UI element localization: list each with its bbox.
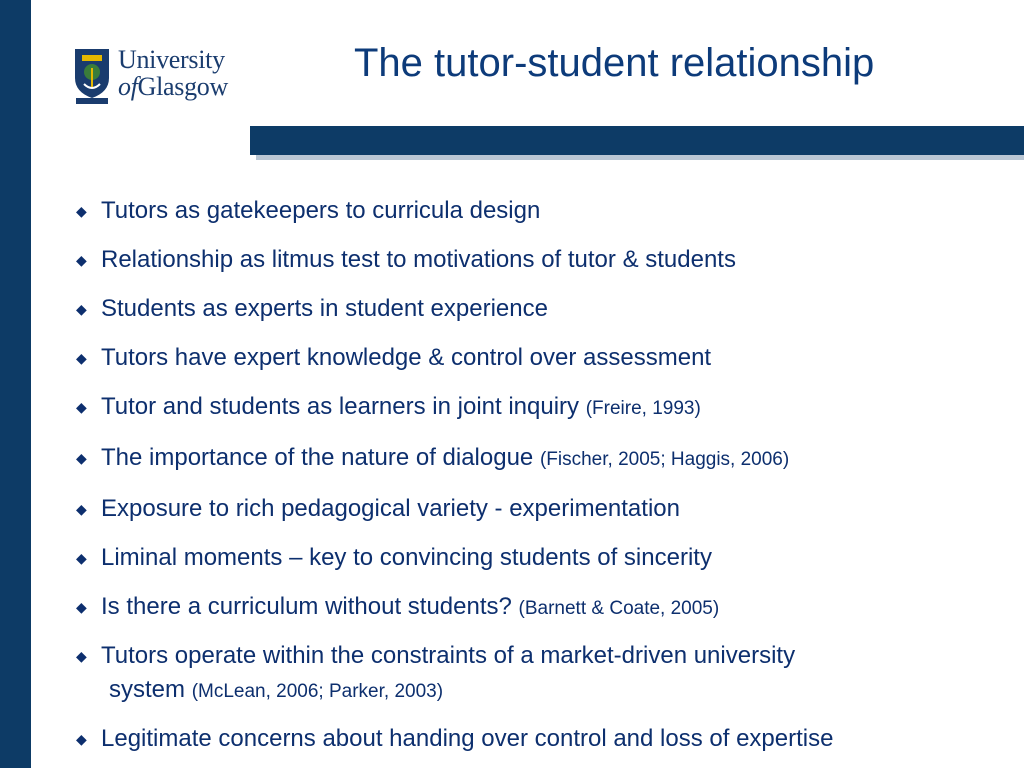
slide-title: The tutor-student relationship <box>354 41 875 85</box>
diamond-bullet-icon: ◆ <box>76 399 87 415</box>
diamond-bullet-icon: ◆ <box>76 599 87 615</box>
diamond-bullet-icon: ◆ <box>76 203 87 219</box>
citation: (Freire, 1993) <box>585 398 701 419</box>
bullet-item: ◆ Relationship as litmus test to motivations of tutor & students <box>70 241 1010 279</box>
diamond-bullet-icon: ◆ <box>76 450 87 466</box>
university-logo <box>74 46 254 108</box>
bullet-item: ◆ Tutors operate within the constraints of a market-driven university system (McLean, 2006; Parker, 2003) <box>70 639 1010 709</box>
left-accent-stripe <box>0 0 31 768</box>
diamond-bullet-icon: ◆ <box>76 648 87 664</box>
citation: (Barnett & Coate, 2005) <box>518 598 720 619</box>
bullet-item: ◆ Legitimate concerns about handing over control and loss of expertise <box>70 720 1010 758</box>
bullet-item: ◆ Students as experts in student experience <box>70 290 1010 328</box>
crest-icon <box>74 48 110 104</box>
diamond-bullet-icon: ◆ <box>76 501 87 517</box>
diamond-bullet-icon: ◆ <box>76 550 87 566</box>
title-bar <box>250 126 1024 155</box>
bullet-item: ◆ Exposure to rich pedagogical variety - experimentation <box>70 490 1010 528</box>
bullet-item: ◆ Is there a curriculum without students? (Barnett & Coate, 2005) <box>70 588 1010 628</box>
bullet-item: ◆ Liminal moments – key to convincing students of sincerity <box>70 539 1010 577</box>
bullet-item: ◆ Tutor and students as learners in joint inquiry (Freire, 1993) <box>70 388 1010 428</box>
citation: (McLean, 2006; Parker, 2003) <box>191 681 444 702</box>
bullet-item: ◆ The importance of the nature of dialogue (Fischer, 2005; Haggis, 2006) <box>70 439 1010 479</box>
logo-text-glasgow: ofGlasgow <box>118 72 228 101</box>
bullet-list <box>70 192 1010 769</box>
diamond-bullet-icon: ◆ <box>76 252 87 268</box>
bullet-item: ◆ Tutors have expert knowledge & control over assessment <box>70 339 1010 377</box>
diamond-bullet-icon: ◆ <box>76 350 87 366</box>
diamond-bullet-icon: ◆ <box>76 731 87 747</box>
citation: (Fischer, 2005; Haggis, 2006) <box>539 449 790 470</box>
logo-text-university: University <box>118 45 225 74</box>
bullet-item: ◆ Tutors as gatekeepers to curricula design <box>70 192 1010 230</box>
diamond-bullet-icon: ◆ <box>76 301 87 317</box>
